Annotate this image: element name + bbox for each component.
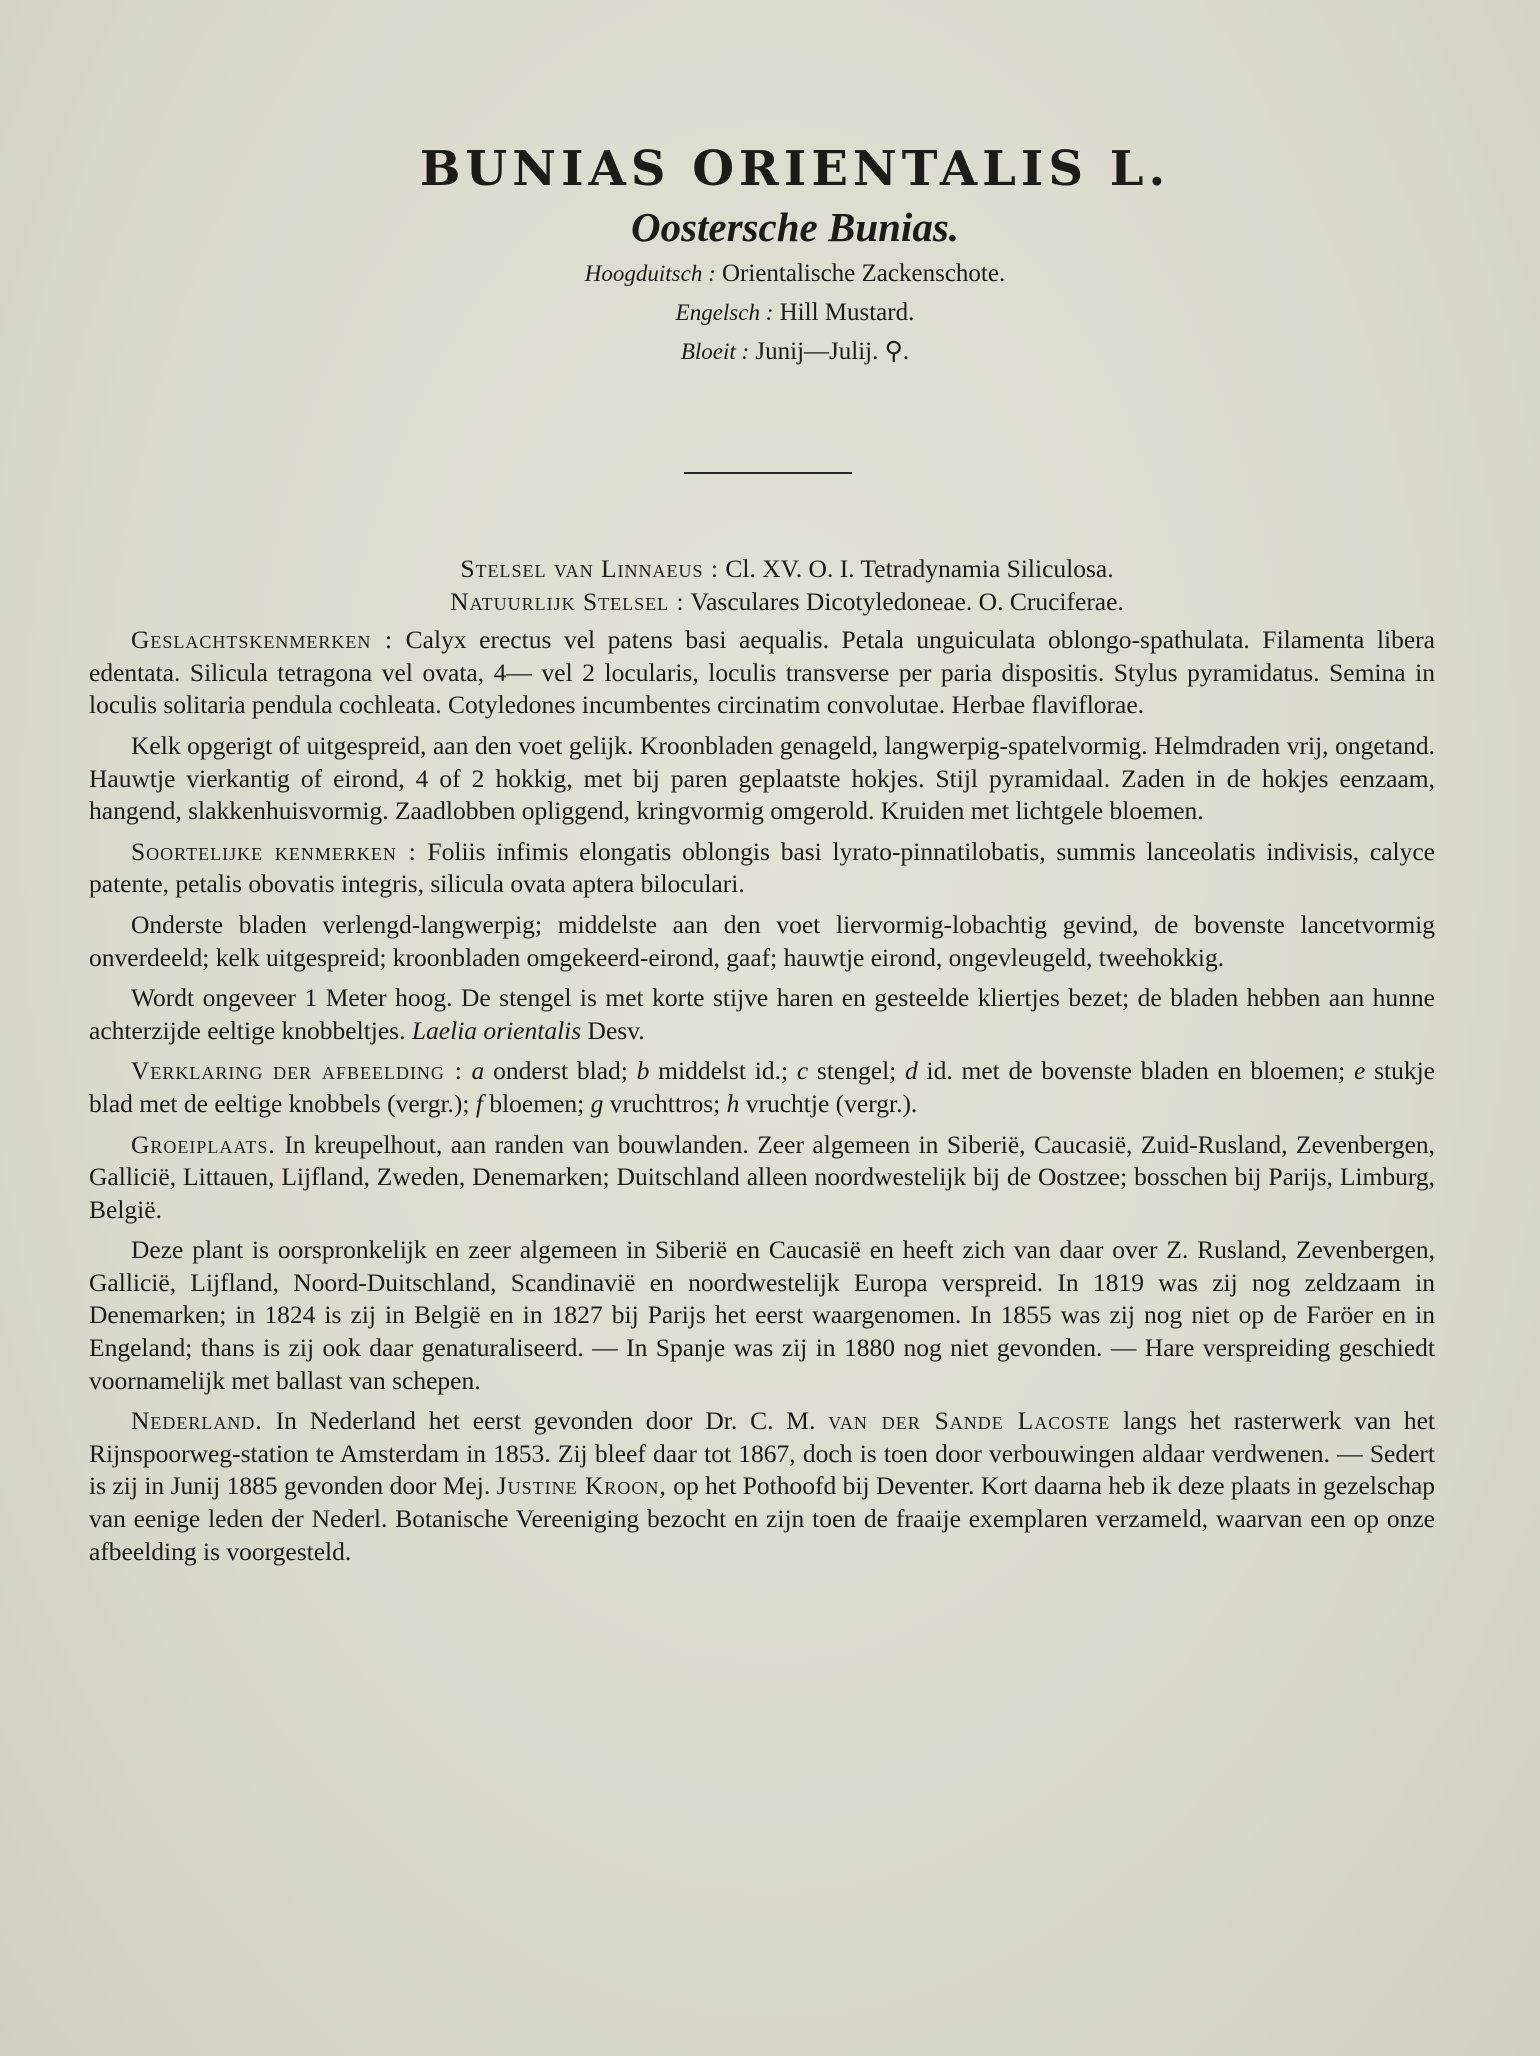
synonym-author: Desv. xyxy=(587,1015,645,1045)
page-title: BUNIAS ORIENTALIS L. xyxy=(419,141,1171,197)
figure-key-d: d xyxy=(905,1056,918,1086)
genus-characters-latin xyxy=(89,624,1435,722)
natural-system-line xyxy=(139,586,1435,619)
collector-name-1: van der Sande Lacoste xyxy=(828,1406,1111,1436)
german-label: Hoogduitsch : xyxy=(584,261,716,286)
species-characters-dutch: Onderste bladen verlengd-langwerpig; middelste aan den voet liervormig-lobachtig gevind, de bovenste lancetvormig onverdeeld; kelk uitgespreid; kroonbladen omgekeerd-eirond, gaaf; hauwtje eirond, ongevleugeld, tweehokkig. xyxy=(89,909,1435,972)
netherlands-paragraph xyxy=(89,1405,1435,1568)
height-paragraph xyxy=(89,982,1435,1047)
species-label: Soortelijke kenmerken : xyxy=(131,836,417,866)
figure-key-c: c xyxy=(796,1056,809,1086)
linnaeus-value: Cl. XV. O. I. Tetradynamia Siliculosa. xyxy=(725,554,1114,583)
figure-explanation xyxy=(89,1055,1435,1120)
genus-characters-dutch: Kelk opgerigt of uitgespreid, aan den voet gelijk. Kroonbladen genageld, langwerpig-spatelvormig. Helmdraden vrij, ongetand. Hauwtje vierkantig of eirond, 4 of 2 hokkig, met bij paren geplaatste hokjes. Stijl pyramidaal. Zaden in de hokjes eenzaam, hangend, slakkenhuisvormig. Zaadlobben opliggend, kringvormig omgerold. Kruiden met lichtgele bloemen. xyxy=(89,730,1435,826)
habitat-text: In kreupelhout, aan randen van bouwlanden. Zeer algemeen in Siberië, Caucasië, Zuid-Rusland, Zevenbergen, Gallicië, Littauen, Lijfland, Zweden, Denemarken; Duitschland alleen noordwestelijk bij de Oostzee; bosschen bij Parijs, Limburg, België. xyxy=(89,1129,1436,1224)
figure-key-a-text: onderst blad; xyxy=(493,1056,628,1086)
figure-key-g: g xyxy=(590,1088,604,1118)
genus-label: Geslachtskenmerken : xyxy=(131,625,394,655)
english-name: Hill Mustard. xyxy=(779,299,915,326)
species-latin-text: Foliis infimis elongatis oblongis basi lyrato-pinnatilobatis, summis lanceolatis indivisis, calyce patente, petalis obovatis integris, silicula ovata aptera biloculari. xyxy=(89,836,1435,899)
bloom-period: Junij—Julij. ⚲. xyxy=(755,338,910,365)
height-text: Wordt ongeveer 1 Meter hoog. De stengel is met korte stijve haren en gesteelde kliertjes bezet; de bladen hebben aan hunne achterzijde eeltige knobbeltjes. xyxy=(89,983,1435,1045)
species-characters-latin xyxy=(89,836,1435,901)
genus-latin-text: Calyx erectus vel patens basi aequalis. Petala unguiculata oblongo-spathulata. Filamenta libera edentata. Silicula tetragona vel ovata, 4— vel 2 locularis, loculis transverse per paria dispositis. Stylus pyramidatus. Semina in loculis solitaria pendula cochleata. Cotyledones incumbentes circinatim convolutae. Herbae flaviflorae. xyxy=(89,625,1435,720)
header xyxy=(0,138,1540,371)
distribution-paragraph: Deze plant is oorspronkelijk en zeer algemeen in Siberië en Caucasië en heeft zich van daar over Z. Rusland, Zevenbergen, Gallicië, Lijfland, Noord-Duitschland, Scandinavië en noordwestelijk Europa verspreid. In 1819 was zij nog zeldzaam in Denemarken; in 1824 is zij in België en in 1827 bij Parijs het eerst waargenomen. In 1855 was zij nog niet op de Faröer en in Engeland; thans is zij ook daar genaturaliseerd. — In Spanje was zij in 1880 nog niet gevonden. — Hare verspreiding geschiedt voornamelijk met ballast van schepen. xyxy=(89,1235,1435,1395)
figure-key-b: b xyxy=(636,1056,650,1086)
english-name-line xyxy=(50,293,1540,332)
habitat-label: Groeiplaats. xyxy=(131,1129,276,1159)
figure-key-h: h xyxy=(726,1088,740,1118)
figure-key-e-text: stukje blad met de eeltige knobbels (vergr.); xyxy=(89,1056,1435,1118)
section-divider xyxy=(684,472,852,474)
page-subtitle: Oostersche Bunias. xyxy=(630,204,960,250)
figure-key-f: f xyxy=(475,1088,483,1118)
natural-system-value: Vasculares Dicotyledoneae. O. Cruciferae. xyxy=(690,586,1124,616)
figure-key-d-text: id. met de bovenste bladen en bloemen; xyxy=(926,1056,1346,1086)
figure-key-c-text: stengel; xyxy=(816,1056,897,1086)
main-text xyxy=(89,553,1435,1576)
bloom-line xyxy=(50,332,1540,371)
german-name: Orientalische Zackenschote. xyxy=(722,260,1006,287)
figure-key-h-text: vruchtje (vergr.). xyxy=(745,1088,918,1118)
collector-name-2: Justine Kroon, xyxy=(496,1471,667,1501)
netherlands-text-2: langs het rasterwerk van het Rijnspoorweg-station te Amsterdam in 1853. Zij bleef daar tot 1867, doch is toen door verbouwingen aldaar verdwenen. — Sedert is zij in Junij 1885 gevonden door Mej. xyxy=(89,1406,1436,1501)
german-name-line xyxy=(50,254,1540,293)
natural-system-label: Natuurlijk Stelsel : xyxy=(450,586,685,616)
linnaeus-label: Stelsel van Linnaeus : xyxy=(460,554,720,583)
linnaeus-system-line xyxy=(139,553,1435,586)
figure-key-f-text: bloemen; xyxy=(489,1088,585,1118)
figure-key-b-text: middelst id.; xyxy=(658,1056,789,1086)
netherlands-label: Nederland. xyxy=(131,1406,263,1436)
synonym-name: Laelia orientalis xyxy=(411,1015,582,1045)
habitat-paragraph xyxy=(89,1129,1435,1227)
figure-key-g-text: vruchttros; xyxy=(609,1088,721,1118)
figure-key-a: a xyxy=(471,1056,485,1086)
english-label: Engelsch : xyxy=(675,300,774,325)
netherlands-text-1: In Nederland het eerst gevonden door Dr. C. M. xyxy=(275,1406,816,1436)
bloom-label: Bloeit : xyxy=(680,339,750,364)
netherlands-text-3: op het Pothoofd bij Deventer. Kort daarna heb ik deze plaats in gezelschap van eenige leden der Nederl. Botanische Vereeniging bezocht en zijn toen de fraaije exemplaren verzameld, waarvan een op onze afbeelding is voorgesteld. xyxy=(89,1471,1436,1566)
figure-key-e: e xyxy=(1353,1056,1366,1086)
figure-label: Verklaring der afbeelding : xyxy=(131,1056,463,1086)
